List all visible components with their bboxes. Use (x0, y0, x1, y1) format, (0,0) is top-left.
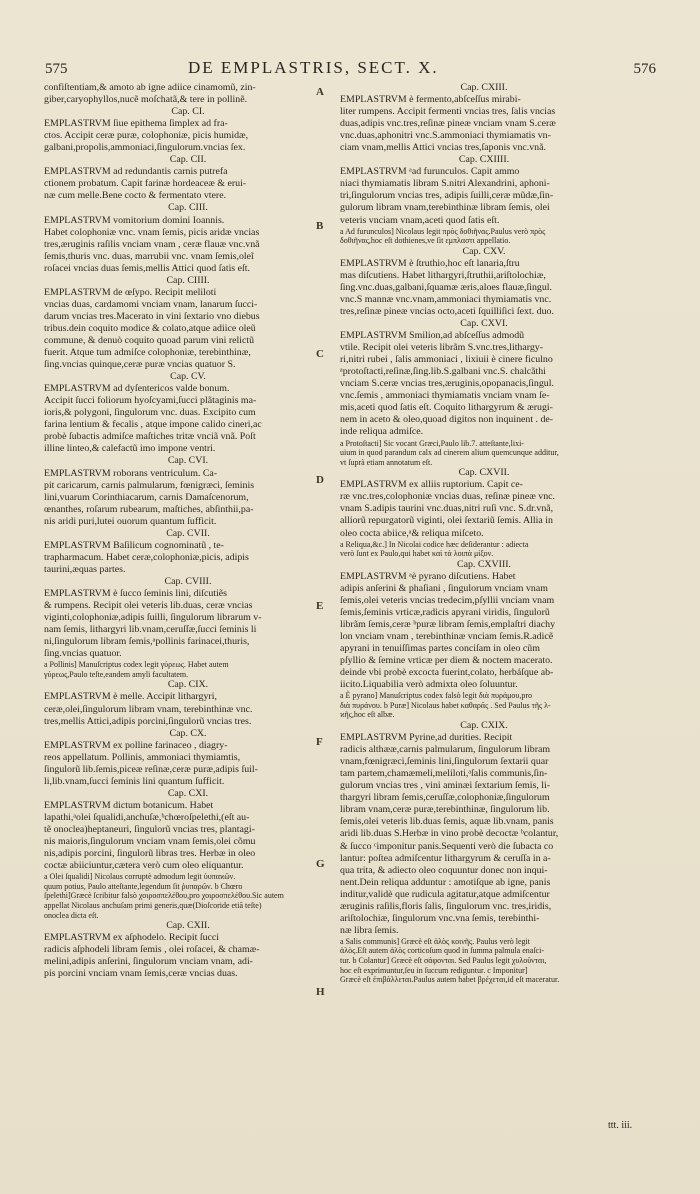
text-line: lon vnciam vnam , terebinthinæ vnciam ſemis.R.adicẽ (340, 631, 554, 643)
text-line: inditur,validè que rudicula agitatur,atque admiſcentur (340, 888, 550, 900)
chapter-heading: Cap. CXI. (167, 787, 209, 799)
text-line: apyrani in tenuiſſimas partes conciſam in oleo cũm (340, 643, 540, 655)
text-line: pit caricarum, carnis palmularum, fœnigræci, ſeminis (44, 479, 255, 491)
footnote-line: verò ſunt ex Paulo,qui habet καὶ τὰ λοιπὰ μίξον. (340, 549, 494, 559)
footnote-line: ſpelethi]Græcè ſcribitur falsò χοιροσπελέθου,pro χοιροσπελέθου.Sic autem (44, 891, 284, 901)
text-line: ſing.vncias quinque,ceræ puræ vncias quatuor S. (44, 359, 236, 371)
text-line: ctionem probatum. Capit farinæ hordeaceæ & erui- (44, 178, 247, 190)
text-line: vncias duas, cardamomi vnciam vnam, lanarum ſucci- (44, 298, 258, 310)
text-line: qua trita, & adiecto oleo coquuntur donec non inqui- (340, 864, 548, 876)
text-line: nis aridi puri,lutei ouorum quantum ſufficit. (44, 515, 217, 527)
text-line: lantur: poſtea admiſcentur lithargyrum & ceruſſa in a- (340, 852, 551, 864)
text-line: coctæ abiiciuntur,cætera verò cum oleo eliquantur. (44, 860, 244, 872)
text-line: EMPLASTRVM è melle. Accipit lithargyri, (44, 691, 217, 703)
chapter-heading: Cap. CIX. (167, 679, 209, 691)
text-line: viginti,colophoniæ,adipis ſuilli, ſingulorum librarum v- (44, 612, 262, 624)
footnote-line: a Salis communis] Græcè eſt ἁλὸς κοινῆς. Paulus verò legit (340, 936, 530, 946)
text-line: ciam vnam,mellis Attici vncias tres,ſaponis vnc.vnã. (340, 142, 546, 154)
text-line: aridi lib.duas S.Herbæ in vino probè decoctæ ᵇcolantur, (340, 828, 559, 840)
text-line: thargyri libram ſemis,ceruſſæ,colophoniæ,ſingulorum (340, 792, 550, 804)
text-line: vnam,fœnigræci,ſeminis lini,ſingulorum ſextarii quar (340, 756, 549, 768)
text-line: alliorũ repurgatorũ viginti, olei ſextariũ ſemis. Allia in (340, 515, 553, 527)
text-line: trapharmacum. Habet ceræ,colophoniæ,picis, adipis (44, 551, 249, 563)
text-line: EMPLASTRVM Baſilicum cognominatũ , te- (44, 539, 224, 551)
text-line: Accipit ſucci foliorum hyoſcyami,ſucci plãtaginis ma- (44, 395, 257, 407)
chapter-heading: Cap. CXVI. (460, 318, 508, 330)
text-line: fuerit. Atque tum admiſce colophoniæ, terebinthinæ, (44, 347, 251, 359)
text-line: roſacei vncias duas ſemis,mellis Attici quod ſatis eſt. (44, 262, 250, 274)
text-line: vnam S.adipis taurini vnc.duas,nitri ruſi vnc. S.dr.vnã, (340, 503, 554, 515)
text-line: æruginis raſilis,floris ſalis, ſingulorum vnc. tres,iridis, (340, 900, 552, 912)
footnote-line: a Reliqua,&c.] In Nicolai codice hæc deſiderantur : adiecta (340, 539, 529, 549)
text-line: reos appellatum. Pollinis, ammoniaci thymiamtis, (44, 751, 241, 763)
footnote-line: appellat Nicolaus anchuſam primi generis,quæ(Dioſcoride etiã teſte) (44, 900, 262, 910)
text-line: commune, & denuò coquito quoad parum vini relictũ (44, 334, 255, 346)
text-line: Habet colophoniæ vnc. vnam ſemis, picis aridæ vncias (44, 226, 260, 238)
catchword: ttt. iii. (608, 1120, 633, 1131)
text-line: ceræ,olei,ſingulorum libram vnam, terebinthinæ vnc. (44, 703, 253, 715)
text-line: EMPLASTRVM vomitorium domini Ioannis. (44, 214, 225, 226)
margin-letter: D (316, 474, 324, 486)
text-line: gulorum vncias tres , vini aminæi ſextarium ſemis, li- (340, 780, 551, 792)
footnote-line: a Olei ſqualidi] Nicolaus corruptè admodum legit ὑυπαϰῶν. (44, 872, 236, 882)
text-line: oleo cocta abiice,ᵃ& reliqua miſceto. (340, 527, 484, 539)
text-line: ni,ſingulorum libram ſemis,ᵃpollinis farinacei,thuris, (44, 636, 250, 648)
text-line: vnc.duas,aphonitri vnc.S.ammoniaci thymiamatis vn- (340, 130, 551, 142)
text-line: EMPLASTRVM Pyrine,ad durities. Recipit (340, 732, 513, 744)
text-line: niaci thymiamatis libram S.nitri Alexandrini, aphoni- (340, 178, 550, 190)
text-line: ſemis,olei veteris lib.duas ſemis, aquæ lib.vnam, panis (340, 816, 554, 828)
text-line: tam partem,chamæmeli,meliloti,ᵃſalis communis,ſin- (340, 768, 548, 780)
chapter-heading: Cap. CV. (170, 371, 206, 383)
text-line: radicis aſphodeli libram ſemis , olei roſacei, & chamæ- (44, 944, 260, 956)
right-column (340, 82, 628, 985)
text-line: tribus.dein coquito modice & colato,atque adiice oleũ (44, 322, 256, 334)
text-line: farina lentium & fecalis , atque impone calido cineri,ac (44, 419, 262, 431)
chapter-heading: Cap. CXII. (166, 920, 210, 932)
text-line: ſemis,thuris vnc. duas, marrubii vnc. vnam ſemis,oleĩ (44, 250, 254, 262)
chapter-heading: Cap. CXIII. (460, 82, 508, 93)
text-line: tẽ onoclea)heptaneuri, ſingulorũ vncias tres, plantagi- (44, 824, 255, 835)
text-line: ariſtolochiæ, ſingulorum vnc.vna ſemis, terebinthi- (340, 912, 540, 924)
text-line: pſyllio & ſemine vrticæ per diem & noctem macerato. (340, 655, 553, 667)
chapter-heading: Cap. CVII. (166, 527, 210, 539)
text-line: veteris vnciam vnam,aceti quod ſatis eſt. (340, 214, 500, 226)
chapter-heading: Cap. CXIX. (460, 720, 508, 732)
footnote-line: quum potius, Paulo atteſtante,legendum ſit ῥυπαρῶν. b Chœro (44, 881, 243, 891)
margin-letter: H (316, 986, 325, 998)
text-line: EMPLASTRVM è ſucco ſeminis lini, diſcutiẽs (44, 587, 227, 599)
text-line: ſing.vncias quatuor. (44, 648, 122, 660)
footnote-line: hoc eſt exprimuntur,ſeu in ſuccum rediguntur. c Imponitur] (340, 965, 528, 975)
text-line: lini,vuarum Corinthiacarum, carnis Damaſcenorum, (44, 491, 249, 503)
text-line: tri,ſingulorum vncias tres, adipis ſuilli,ceræ mũdæ,ſin- (340, 190, 554, 202)
text-line: EMPLASTRVM ſiue epithema ſimplex ad fra- (44, 118, 228, 130)
left-column (44, 82, 332, 980)
text-line: probè ſubactis admiſce maſtiches tritæ vnciã vnã. Poſt (44, 431, 256, 443)
chapter-heading: Cap. CXVIII. (456, 558, 512, 570)
chapter-heading: Cap. CII. (169, 154, 207, 166)
text-line: nem in aceto & oleo,quoad digitos non inquinent . de- (340, 414, 554, 426)
text-line: EMPLASTRVM ex alliis ruptorium. Capit ce- (340, 479, 523, 491)
footnote-line: ϰῆς,hoc eſt albæ. (340, 710, 395, 720)
text-line: adipis anſerini & phaſiani , ſingulorum vnciam vnam (340, 582, 548, 594)
text-line: illine linteo,& calefactũ imo impone ventri. (44, 443, 216, 455)
text-line: mis,aceti quod ſatis eſt. Coquito lithargyrum & ærugi- (340, 402, 553, 414)
margin-letter: F (316, 736, 323, 748)
page-number-right: 576 (633, 61, 656, 77)
margin-letter: C (316, 348, 324, 360)
text-line: EMPLASTRVM è fermento,abſceſſus mirabi- (340, 94, 521, 106)
footnote-line: uium in quod parandum calx ad cinerem alium quemcunque additur, (340, 448, 559, 458)
footnote-line: tur. b Colantur] Græcè eſt σάφονται. Sed Paulus legit χυλοῦνται, (340, 956, 547, 966)
margin-letter: B (316, 220, 324, 232)
text-line: vnc.ſemis , ammoniaci thymiamatis vnciam vnam ſe- (340, 390, 550, 402)
text-line: librãm ſemis,ceræ ᵇpuræ libram ſemis,emplaſtri diachy (340, 618, 556, 630)
text-line: libram vnam,ceræ puræ,terebinthinæ, ſingulorum lib. (340, 804, 550, 816)
margin-letter: G (316, 858, 325, 870)
text-line: œnanthes, roſarum rubearum, maſtiches, abſinthii,pa- (44, 503, 254, 515)
text-line: EMPLASTRVM è ſtruthio,hoc eſt lanaria,ſtru (340, 257, 520, 269)
footnote-line: γύρεως,Paulo teſte,eandem amyli facultatem. (44, 669, 189, 679)
chapter-heading: Cap. CVI. (167, 455, 209, 467)
text-line: ſemis,ſeminis vrticæ,radicis apyrani viridis, ſingulorũ (340, 606, 550, 618)
text-line: ſemis,olei veteris vncias tredecim,pſyllii vnciam vnam (340, 594, 555, 606)
text-line: lapathi,ᵃolei ſqualidi,anchuſæ,ᵇchœroſpelethi,(eſt au- (44, 811, 250, 823)
page-number-left: 575 (45, 61, 68, 77)
text-line: confiſtentiam,& amoto ab igne adiice cinamomũ, zin- (44, 82, 256, 93)
text-line: iicito.Liquabilia verò admixta oleo ſoluuntur. (340, 679, 518, 691)
text-line: ri,nitri rubei , ſalis ammoniaci , lixiuii è cinere ficulno (340, 354, 553, 366)
text-line: galbani,propolis,ammoniaci,ſingulorum.vncias ſex. (44, 142, 246, 154)
footnote-line: a Ad furunculos] Nicolaus legit πρὸς δοθιῆνας.Paulus verò πρὸς (340, 226, 546, 236)
text-line: nent.Dein reliqua adduntur : amotiſque ab igne, panis (340, 876, 551, 888)
footnote-line: a Protoſtacti] Sic vocant Græci,Paulo lib.7. atteſtante,lixi- (340, 438, 524, 448)
text-line: EMPLASTRVM ad dyſentericos valde bonum. (44, 383, 230, 395)
footnote-line: vt ſuprà etiam annotatum eſt. (340, 457, 433, 467)
text-line: mas diſcutiens. Habet lithargyri,ſtruthii,ariſtolochiæ, (340, 269, 546, 281)
footnote-line: διὰ πυράνου. b Puræ] Nicolaus habet καθαρᾶς . Sed Paulus τῆς λ- (340, 700, 551, 710)
running-title: DE EMPLASTRIS, SECT. X. (188, 58, 439, 77)
footnote-line: a Pollinis] Manuſcriptus codex legit γύρεως. Habet autem (44, 660, 229, 670)
text-line: EMPLASTRVM de œſypo. Recipit meliloti (44, 286, 217, 298)
chapter-heading: Cap. CI. (171, 106, 205, 118)
text-line: næ libra ſemis. (340, 924, 399, 936)
text-line: tres,reſinæ pineæ vncias octo,aceti ſquilliſici ſext. duo. (340, 305, 554, 317)
text-line: & ſucco ᶜimponitur panis.Sequenti verò die ſubacta co (340, 840, 554, 852)
margin-letter: A (316, 86, 324, 98)
footnote-line: ἁλὸς.Eſt autem ἁλὸς corticoſum quod in ſumma palmula enaſci- (340, 946, 544, 956)
text-line: ræ vnc.tres,colophoniæ vncias duas, reſinæ pineæ vnc. (340, 491, 556, 503)
text-line: ioris,& polygoni, ſingulorum vnc. duas. Excipito cum (44, 407, 256, 419)
text-line: ſing.vnc.duas,galbani,ſquamæ æris,aloes flauæ,ſingul. (340, 281, 553, 293)
chapter-heading: Cap. CXVII. (458, 467, 510, 479)
text-line: næ cum melle.Bene cocto & fermentato vtere. (44, 190, 227, 202)
chapter-heading: Cap. CX. (169, 727, 207, 739)
text-line: nam ſemis, lithargyri lib.vnam,ceruſſæ,ſucci ſeminis li (44, 624, 257, 636)
text-line: EMPLASTRVM ex polline farinaceo , diagry- (44, 739, 228, 751)
text-line: EMPLASTRVM ᵃad furunculos. Capit ammo (340, 166, 520, 178)
text-line: EMPLASTRVM dictum botanicum. Habet (44, 799, 214, 811)
text-line: vnciam S.ceræ vncias tres,æruginis,opopanacis,ſingul. (340, 378, 554, 390)
text-line: inde reliqua admiſce. (340, 426, 424, 438)
text-line: nis,adipis porcini, ſingulorũ libras tres. Herbæ in oleo (44, 848, 256, 860)
margin-letter: E (316, 600, 324, 612)
text-line: nis maioris,ſingulorum vnciam vnam ſemis,olei cõmu (44, 836, 256, 848)
text-line: ctos. Accipit ceræ puræ, colophoniæ, picis humidæ, (44, 130, 249, 142)
text-line: tres,æruginis raſilis vnciam vnam , ceræ flauæ vnc.vnã (44, 238, 260, 250)
text-line: li,lib.vnam,ſucci ſeminis lini quantum ſufficit. (44, 775, 225, 787)
text-line: vnc.S mannæ vnc.vnam,ammoniaci thymiamatis vnc. (340, 293, 552, 305)
chapter-heading: Cap. CXIIII. (458, 154, 510, 166)
text-line: vtile. Recipit olei veteris librãm S.vnc.tres,lithargy- (340, 342, 544, 354)
text-line: melini,adipis anſerini, ſingulorum vnciam vnam, adi- (44, 956, 253, 968)
text-line: & rumpens. Recipit olei veteris lib.duas, ceræ vncias (44, 600, 253, 612)
text-line: darum vncias tres.Macerato in vini ſextario vno diebus (44, 310, 260, 322)
text-line: pis porcini vnciam vnam ſemis,ceræ vncias duas. (44, 968, 238, 980)
text-line: gulorum libram vnam,terebinthinæ libram ſemis, olei (340, 202, 550, 214)
text-line: giber,caryophyllos,nucẽ moſchatã,& tere in pollinẽ. (44, 94, 248, 106)
text-line: ᵃprotoſtacti,reſinæ,ſing.lib.S.galbani vnc.S. chalcãthi (340, 366, 546, 378)
text-line: EMPLASTRVM ᵃè pyrano diſcutiens. Habet (340, 570, 516, 582)
text-line: EMPLASTRVM roborans ventriculum. Ca- (44, 467, 218, 479)
footnote-line: onoclea dicta eſt. (44, 910, 99, 920)
text-line: deinde vbi probè excocta fuerint,colato, herbáſque ab- (340, 667, 554, 679)
text-line: ſingulorũ lib.ſemis,piceæ reſinæ,ceræ puræ,adipis ſuil- (44, 763, 258, 775)
footnote-line: a È pyrano] Manuſcriptus codex falsò legit διὰ πυράμου,pro (340, 691, 533, 701)
footnote-line: δοθιῆνας,hoc eſt dothienes,ve ſit εμπλαστι appellatio. (340, 236, 511, 246)
chapter-heading: Cap. CXV. (462, 245, 506, 257)
page-header (40, 58, 660, 84)
text-line: tres,mellis Attici,adipis porcini,ſingulorũ vncias tres. (44, 715, 252, 727)
footnote-line: Græcè eſt ἐπιβάλλεται.Paulus autem habet βρέχεται,id eſt maceratur. (340, 975, 560, 985)
text-line: taurini,æquas partes. (44, 563, 126, 575)
text-line: EMPLASTRVM ex aſphodelo. Recipit ſucci (44, 932, 220, 944)
chapter-heading: Cap. CIII. (168, 202, 208, 214)
text-line: radicis althææ,carnis palmularum, ſingulorum libram (340, 744, 551, 756)
chapter-heading: Cap. CIIII. (166, 274, 210, 286)
text-line: duas,adipis vnc.tres,reſinæ pineæ vnciam vnam S.ceræ (340, 118, 556, 130)
chapter-heading: Cap. CVIII. (164, 575, 212, 587)
text-line: EMPLASTRVM ad redundantis carnis putrefa (44, 166, 228, 178)
text-line: EMPLASTRVM Smilion,ad abſceſſus admodũ (340, 330, 525, 342)
text-line: liter rumpens. Accipit fermenti vncias tres, ſalis vncias (340, 106, 556, 118)
